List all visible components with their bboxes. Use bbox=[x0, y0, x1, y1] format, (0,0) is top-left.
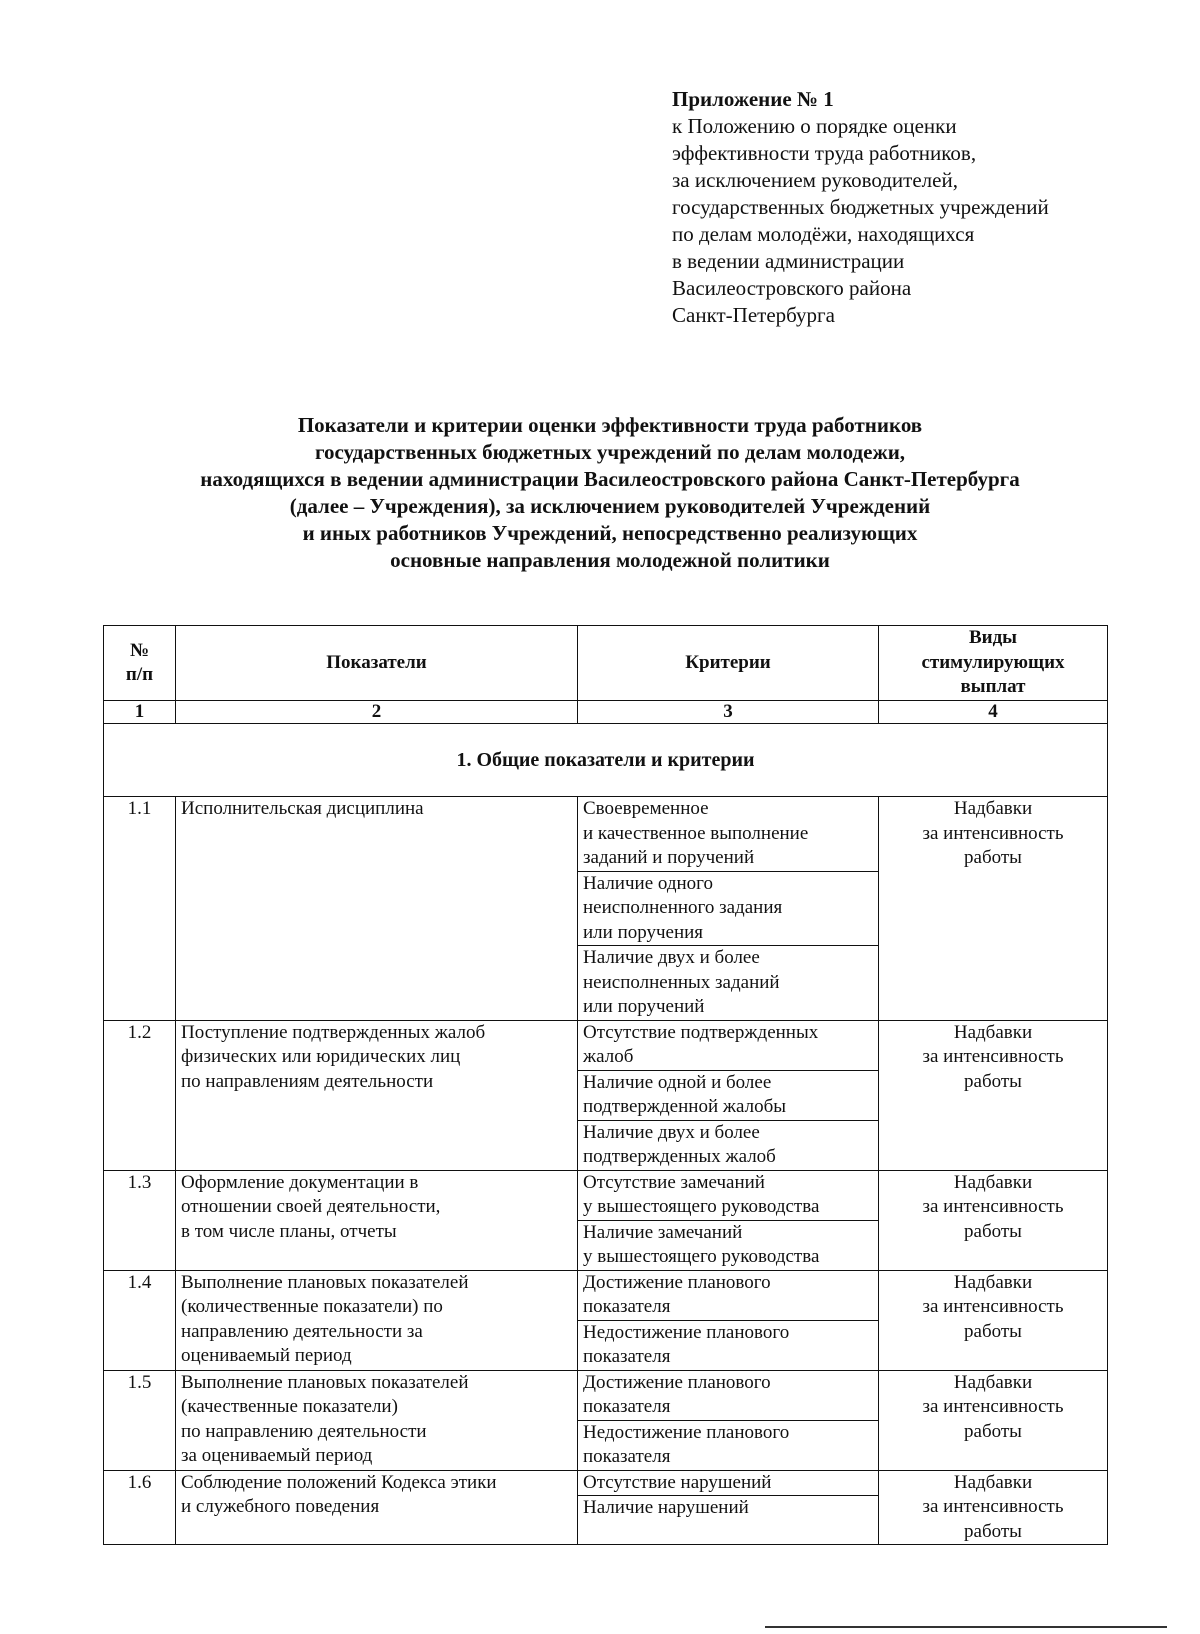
row-number: 1.1 bbox=[104, 797, 176, 1021]
row-number: 1.4 bbox=[104, 1270, 176, 1370]
indicator-cell bbox=[176, 797, 578, 1021]
payment-line: за интенсивность bbox=[922, 822, 1064, 844]
criterion bbox=[578, 1321, 878, 1370]
heading-line: и иных работников Учреждений, непосредственно реализующих bbox=[302, 521, 918, 545]
criteria-cell bbox=[578, 797, 879, 1021]
criterion-line: Наличие одной и более bbox=[583, 1071, 772, 1093]
section-title: 1. Общие показатели и критерии bbox=[104, 724, 1108, 797]
criterion-line: Своевременное bbox=[583, 798, 709, 819]
payment-line: Надбавки bbox=[953, 1271, 1033, 1293]
payment-line: работы bbox=[964, 1220, 1022, 1242]
indicator-cell bbox=[176, 1370, 578, 1470]
indicator-cell bbox=[176, 1170, 578, 1270]
column-number: 2 bbox=[176, 701, 578, 724]
header-payments bbox=[879, 626, 1108, 701]
indicator-line: за оцениваемый период bbox=[181, 1445, 373, 1466]
criteria-cell bbox=[578, 1470, 879, 1545]
appendix-line: в ведении администрации bbox=[672, 249, 905, 273]
table-row bbox=[104, 1370, 1108, 1470]
criterion-line: Отсутствие нарушений bbox=[583, 1471, 772, 1493]
criteria-cell bbox=[578, 1170, 879, 1270]
heading-line: основные направления молодежной политики bbox=[390, 548, 830, 572]
heading-line: находящихся в ведении администрации Василеостровского района Санкт-Петербурга bbox=[200, 467, 1020, 491]
criterion-line: подтвержденных жалоб bbox=[583, 1146, 776, 1167]
payment-line: за интенсивность bbox=[922, 1396, 1064, 1417]
indicator-cell bbox=[176, 1020, 578, 1170]
criteria-cell bbox=[578, 1020, 879, 1170]
criterion bbox=[578, 1171, 878, 1221]
table-header-row bbox=[104, 626, 1108, 701]
criteria-table bbox=[103, 625, 1108, 1545]
criterion-line: Достижение планового bbox=[583, 1271, 771, 1293]
criterion bbox=[578, 1071, 878, 1121]
criterion-line: у вышестоящего руководства bbox=[583, 1246, 820, 1267]
criterion-line: Наличие двух и более bbox=[583, 1121, 760, 1143]
criterion-line: Недостижение планового bbox=[583, 1321, 790, 1343]
header-payments-line: выплат bbox=[960, 676, 1026, 698]
payment-cell bbox=[879, 1470, 1108, 1545]
header-criteria: Критерии bbox=[578, 626, 879, 701]
header-num bbox=[104, 626, 176, 701]
indicator-line: Выполнение плановых показателей bbox=[181, 1371, 469, 1393]
indicator-line: в том числе планы, отчеты bbox=[181, 1220, 397, 1242]
criterion-line: показателя bbox=[583, 1346, 671, 1367]
criterion bbox=[578, 1271, 878, 1321]
indicator-line: (количественные показатели) по bbox=[181, 1296, 443, 1317]
criterion-line: неисполненного задания bbox=[583, 897, 783, 918]
criterion bbox=[578, 872, 878, 947]
criterion-line: Наличие нарушений bbox=[583, 1497, 749, 1518]
payment-line: Надбавки bbox=[953, 1371, 1033, 1393]
row-number: 1.2 bbox=[104, 1020, 176, 1170]
criterion-line: Отсутствие замечаний bbox=[583, 1171, 765, 1193]
criterion bbox=[578, 797, 878, 872]
indicator-line: Оформление документации в bbox=[181, 1171, 419, 1193]
criterion-line: или поручения bbox=[583, 921, 704, 943]
payment-cell bbox=[879, 1270, 1108, 1370]
payment-line: работы bbox=[964, 847, 1022, 868]
column-number: 4 bbox=[879, 701, 1108, 724]
table-row bbox=[104, 797, 1108, 1021]
payment-cell bbox=[879, 797, 1108, 1021]
criterion-line: показателя bbox=[583, 1396, 671, 1417]
payment-line: Надбавки bbox=[953, 798, 1033, 819]
payment-line: Надбавки bbox=[953, 1471, 1033, 1493]
payment-line: работы bbox=[964, 1320, 1022, 1342]
indicator-line: Выполнение плановых показателей bbox=[181, 1271, 469, 1293]
appendix-line: Василеостровского района bbox=[672, 276, 912, 300]
indicator-line: оцениваемый период bbox=[181, 1345, 352, 1366]
criterion-line: неисполненных заданий bbox=[583, 971, 780, 993]
payment-line: за интенсивность bbox=[922, 1196, 1064, 1217]
payment-cell bbox=[879, 1170, 1108, 1270]
indicator-line: Поступление подтвержденных жалоб bbox=[181, 1021, 486, 1043]
criterion-line: Достижение планового bbox=[583, 1371, 771, 1393]
payment-line: работы bbox=[964, 1070, 1022, 1092]
heading-line: (далее – Учреждения), за исключением руководителей Учреждений bbox=[289, 494, 931, 518]
footer-rule bbox=[765, 1626, 1167, 1628]
payment-line: работы bbox=[964, 1420, 1022, 1442]
header-num-line: п/п bbox=[125, 664, 154, 685]
payment-line: Надбавки bbox=[953, 1171, 1033, 1193]
row-number: 1.3 bbox=[104, 1170, 176, 1270]
criterion bbox=[578, 1121, 878, 1170]
criterion-line: у вышестоящего руководства bbox=[583, 1196, 820, 1217]
heading-line: Показатели и критерии оценки эффективности труда работников bbox=[297, 413, 923, 437]
header-indicators: Показатели bbox=[176, 626, 578, 701]
criterion-line: показателя bbox=[583, 1296, 671, 1317]
criterion-line: жалоб bbox=[583, 1046, 634, 1067]
appendix-line: эффективности труда работников, bbox=[672, 141, 977, 165]
payment-line: за интенсивность bbox=[922, 1046, 1064, 1067]
appendix-block bbox=[672, 86, 1132, 329]
indicator-line: Исполнительская дисциплина bbox=[181, 798, 424, 819]
indicator-line: направлению деятельности за bbox=[181, 1320, 423, 1342]
table-row bbox=[104, 1470, 1108, 1545]
indicator-line: (качественные показатели) bbox=[181, 1396, 398, 1417]
header-num-line: № bbox=[129, 639, 150, 661]
heading-line: государственных бюджетных учреждений по делам молодежи, bbox=[314, 440, 906, 464]
criterion-line: Наличие двух и более bbox=[583, 947, 760, 968]
payment-line: работы bbox=[964, 1520, 1022, 1542]
payment-cell bbox=[879, 1370, 1108, 1470]
criterion-line: Наличие замечаний bbox=[583, 1221, 743, 1243]
payment-line: Надбавки bbox=[953, 1021, 1033, 1043]
header-payments-line: Виды bbox=[968, 627, 1018, 649]
indicator-line: и служебного поведения bbox=[181, 1496, 380, 1517]
indicator-line: отношении своей деятельности, bbox=[181, 1196, 441, 1217]
criterion bbox=[578, 946, 878, 1020]
row-number: 1.5 bbox=[104, 1370, 176, 1470]
criterion-line: подтвержденной жалобы bbox=[583, 1096, 787, 1117]
table-row bbox=[104, 1170, 1108, 1270]
section-row bbox=[104, 724, 1108, 797]
appendix-title: Приложение № 1 bbox=[672, 87, 834, 111]
column-number-row bbox=[104, 701, 1108, 724]
criterion-line: заданий и поручений bbox=[583, 847, 755, 868]
table-row bbox=[104, 1270, 1108, 1370]
payment-line: за интенсивность bbox=[922, 1296, 1064, 1317]
appendix-line: за исключением руководителей, bbox=[672, 168, 958, 192]
payment-line: за интенсивность bbox=[922, 1496, 1064, 1517]
column-number: 3 bbox=[578, 701, 879, 724]
row-number: 1.6 bbox=[104, 1470, 176, 1545]
document-heading bbox=[60, 412, 1160, 574]
appendix-line: к Положению о порядке оценки bbox=[672, 114, 957, 138]
indicator-line: по направлениям деятельности bbox=[181, 1070, 434, 1092]
appendix-line: по делам молодёжи, находящихся bbox=[672, 222, 975, 246]
criterion-line: Недостижение планового bbox=[583, 1421, 790, 1443]
criterion-line: Наличие одного bbox=[583, 872, 713, 894]
appendix-line: Санкт-Петербурга bbox=[672, 303, 835, 327]
indicator-line: физических или юридических лиц bbox=[181, 1046, 461, 1067]
payment-cell bbox=[879, 1020, 1108, 1170]
column-number: 1 bbox=[104, 701, 176, 724]
criterion bbox=[578, 1471, 878, 1497]
criterion bbox=[578, 1221, 878, 1270]
appendix-line: государственных бюджетных учреждений bbox=[672, 195, 1049, 219]
indicator-cell bbox=[176, 1270, 578, 1370]
table-row bbox=[104, 1020, 1108, 1170]
criterion bbox=[578, 1496, 878, 1521]
criterion-line: показателя bbox=[583, 1446, 671, 1467]
criterion-line: или поручений bbox=[583, 996, 705, 1017]
header-payments-line: стимулирующих bbox=[921, 651, 1065, 673]
criterion bbox=[578, 1371, 878, 1421]
indicator-cell bbox=[176, 1470, 578, 1545]
criterion-line: Отсутствие подтвержденных bbox=[583, 1021, 819, 1043]
criteria-cell bbox=[578, 1370, 879, 1470]
criterion bbox=[578, 1021, 878, 1071]
indicator-line: Соблюдение положений Кодекса этики bbox=[181, 1471, 497, 1493]
criterion bbox=[578, 1421, 878, 1470]
criterion-line: и качественное выполнение bbox=[583, 822, 809, 844]
criteria-cell bbox=[578, 1270, 879, 1370]
indicator-line: по направлению деятельности bbox=[181, 1420, 427, 1442]
